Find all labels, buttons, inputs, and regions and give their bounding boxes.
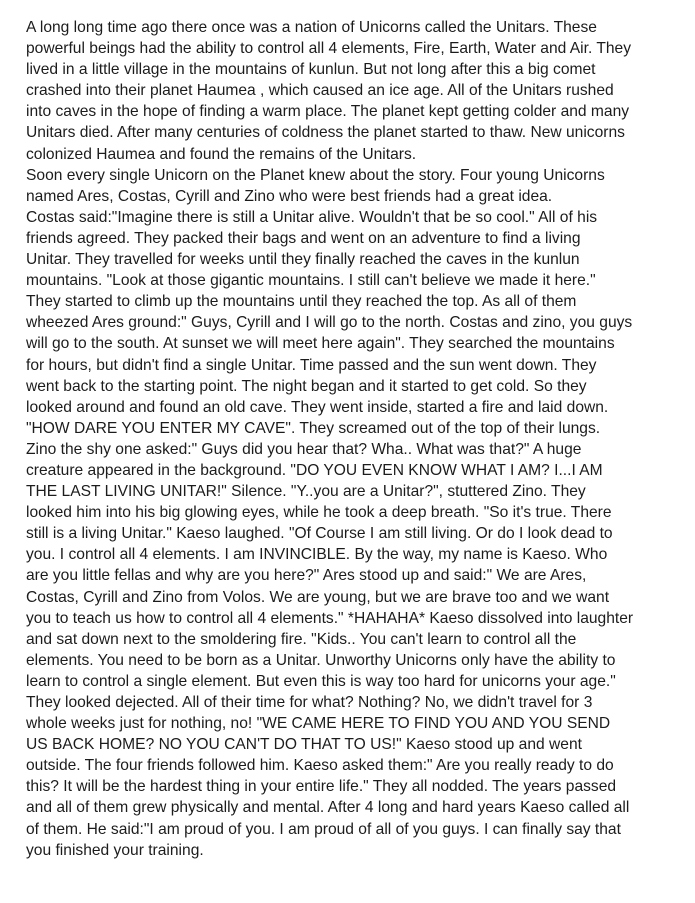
story-line: creature appeared in the background. "DO YOU EVEN KNOW WHAT I AM? I...I AM (26, 461, 603, 479)
story-line: looked around and found an old cave. They went inside, started a fire and laid down. (26, 398, 609, 416)
story-line: outside. The four friends followed him. Kaeso asked them:" Are you really ready to do (26, 757, 614, 775)
story-line: colonized Haumea and found the remains of the Unitars. (26, 145, 417, 163)
story-line: and sat down next to the smoldering fire. "Kids.. You can't learn to control all the (26, 630, 577, 648)
story-text (26, 17, 692, 861)
story-line: friends agreed. They packed their bags and went on an adventure to find a living (26, 229, 581, 247)
story-line: They started to climb up the mountains until they reached the top. As all of them (26, 293, 577, 311)
story-line: Costas said:"Imagine there is still a Unitar alive. Wouldn't that be so cool." All of his (26, 208, 598, 226)
story-line: still is a living Unitar." Kaeso laughed. "Of Course I am still living. Or do I look dead to (26, 525, 613, 543)
story-line: powerful beings had the ability to control all 4 elements, Fire, Earth, Water and Air. They (26, 40, 632, 58)
story-line: They looked dejected. All of their time for what? Nothing? No, we didn't travel for 3 (26, 694, 593, 711)
story-line: looked him into his big glowing eyes, while he took a deep breath. "So it's true. There (26, 504, 612, 522)
story-line: crashed into their planet Haumea , which caused an ice age. All of the Unitars rushed (26, 82, 614, 100)
story-line: Soon every single Unicorn on the Planet knew about the story. Four young Unicorns (26, 166, 605, 184)
story-line: you. I control all 4 elements. I am INVINCIBLE. By the way, my name is Kaeso. Who (26, 546, 608, 564)
story-line: you to teach us how to control all 4 elements." *HAHAHA* Kaeso dissolved into laughter (26, 609, 634, 627)
story-line: will go to the south. At sunset we will meet here again". They searched the mountains (26, 335, 615, 353)
story-line: THE LAST LIVING UNITAR!" Silence. "Y..you are a Unitar?", stuttered Zino. They (26, 483, 586, 501)
story-line: are you little fellas and why are you here?" Ares stood up and said:" We are Ares, (26, 567, 587, 585)
story-line: mountains. "Look at those gigantic mountains. I still can't believe we made it here." (26, 272, 596, 290)
story-line: Unitar. They travelled for weeks until they finally reached the caves in the kunlun (26, 251, 580, 269)
story-line: Zino the shy one asked:" Guys did you hear that? Wha.. What was that?" A huge (26, 440, 582, 458)
story-line: you finished your training. (26, 841, 204, 859)
story-line: wheezed Ares ground:" Guys, Cyrill and I will go to the north. Costas and zino, you guys (26, 314, 633, 332)
story-line: went back to the starting point. The night began and it started to get cold. So they (26, 377, 587, 395)
story-line: lived in a little village in the mountains of kunlun. But not long after this a big comet (26, 61, 596, 79)
story-line: elements. You need to be born as a Unitar. Unworthy Unicorns only have the ability to (26, 651, 616, 669)
story-line: named Ares, Costas, Cyrill and Zino who were best friends had a great idea. (26, 187, 553, 205)
story-line: "HOW DARE YOU ENTER MY CAVE". They screamed out of the top of their lungs. (26, 419, 601, 437)
story-line: US BACK HOME? NO YOU CAN'T DO THAT TO US!" Kaeso stood up and went (26, 736, 582, 754)
story-line: for hours, but didn't find a single Unitar. Time passed and the sun went down. They (26, 356, 597, 374)
story-line: learn to control a single element. But even this is way too hard for unicorns your age." (26, 672, 616, 690)
story-line: and all of them grew physically and mental. After 4 long and hard years Kaeso called all (26, 799, 630, 817)
story-line: A long long time ago there once was a nation of Unicorns called the Unitars. These (26, 19, 597, 36)
story-line: Unitars died. After many centuries of coldness the planet started to thaw. New unicorns (26, 124, 625, 142)
story-line: this? It will be the hardest thing in your entire life." They all nodded. The years passed (26, 778, 617, 796)
story-line: of them. He said:"I am proud of you. I am proud of all of you guys. I can finally say that (26, 820, 621, 838)
story-line: whole weeks just for nothing, no! "WE CAME HERE TO FIND YOU AND YOU SEND (26, 715, 611, 733)
story-line: into caves in the hope of finding a warm place. The planet kept getting colder and many (26, 103, 630, 121)
story-line: Costas, Cyrill and Zino from Volos. We are young, but we are brave too and we want (26, 588, 610, 606)
